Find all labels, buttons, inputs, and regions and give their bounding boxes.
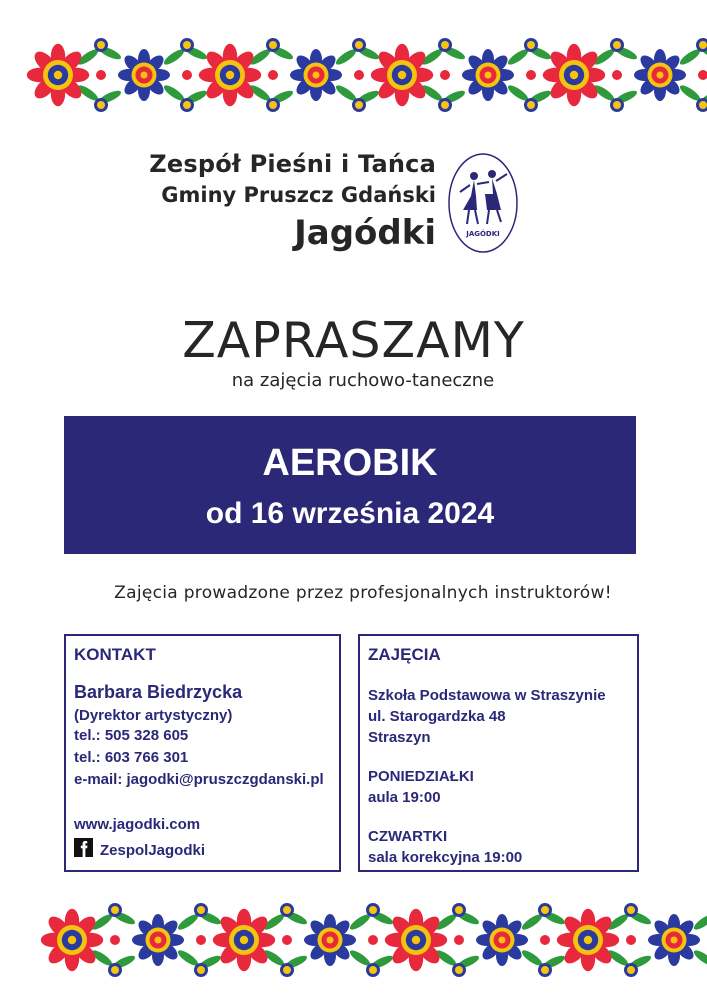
contact-phone-1[interactable]: tel.: 505 328 605 xyxy=(74,727,189,744)
event-date: od 16 września 2024 xyxy=(205,497,495,530)
classes-day-2-place: sala korekcyjna 19:00 xyxy=(368,849,523,866)
ensemble-header xyxy=(100,148,436,256)
contact-box xyxy=(64,634,341,872)
classes-street: ul. Starogardzka 48 xyxy=(368,708,506,725)
classes-day-1: PONIEDZIAŁKI xyxy=(368,768,474,785)
contact-email[interactable]: e-mail: jagodki@pruszczgdanski.pl xyxy=(74,771,324,788)
ensemble-logo xyxy=(447,152,519,254)
folk-ornament-top xyxy=(0,30,707,120)
logo-text: JAGÓDKI xyxy=(466,230,500,238)
classes-day-2: CZWARTKI xyxy=(368,828,448,845)
contact-facebook[interactable]: ZespolJagodki xyxy=(100,842,206,859)
instructors-tagline: Zajęcia prowadzone przez profesjonalnych instruktorów! xyxy=(114,583,612,603)
invitation-subhead: na zajęcia ruchowo-taneczne xyxy=(231,370,495,391)
ensemble-name-line2: Gminy Pruszcz Gdański xyxy=(161,183,436,207)
ensemble-name-line3: Jagódki xyxy=(294,213,436,253)
event-title: AEROBIK xyxy=(262,442,438,484)
event-banner xyxy=(64,416,636,554)
contact-role: (Dyrektor artystyczny) xyxy=(74,707,233,724)
contact-heading: KONTAKT xyxy=(74,645,156,664)
contact-name: Barbara Biedrzycka xyxy=(74,682,243,702)
classes-heading: ZAJĘCIA xyxy=(368,645,441,664)
classes-school: Szkoła Podstawowa w Straszynie xyxy=(368,687,606,704)
contact-phone-2[interactable]: tel.: 603 766 301 xyxy=(74,749,189,766)
invitation-headline: ZAPRASZAMY xyxy=(182,312,525,369)
facebook-icon[interactable] xyxy=(74,838,93,857)
classes-city: Straszyn xyxy=(368,729,431,746)
folk-ornament-bottom xyxy=(0,895,707,985)
ensemble-name-line1: Zespół Pieśni i Tańca xyxy=(149,150,436,178)
folk-flowers-icon xyxy=(0,895,707,985)
classes-day-1-place: aula 19:00 xyxy=(368,789,441,806)
contact-website[interactable]: www.jagodki.com xyxy=(74,816,201,833)
folk-flowers-icon xyxy=(0,30,707,120)
classes-box xyxy=(358,634,639,872)
